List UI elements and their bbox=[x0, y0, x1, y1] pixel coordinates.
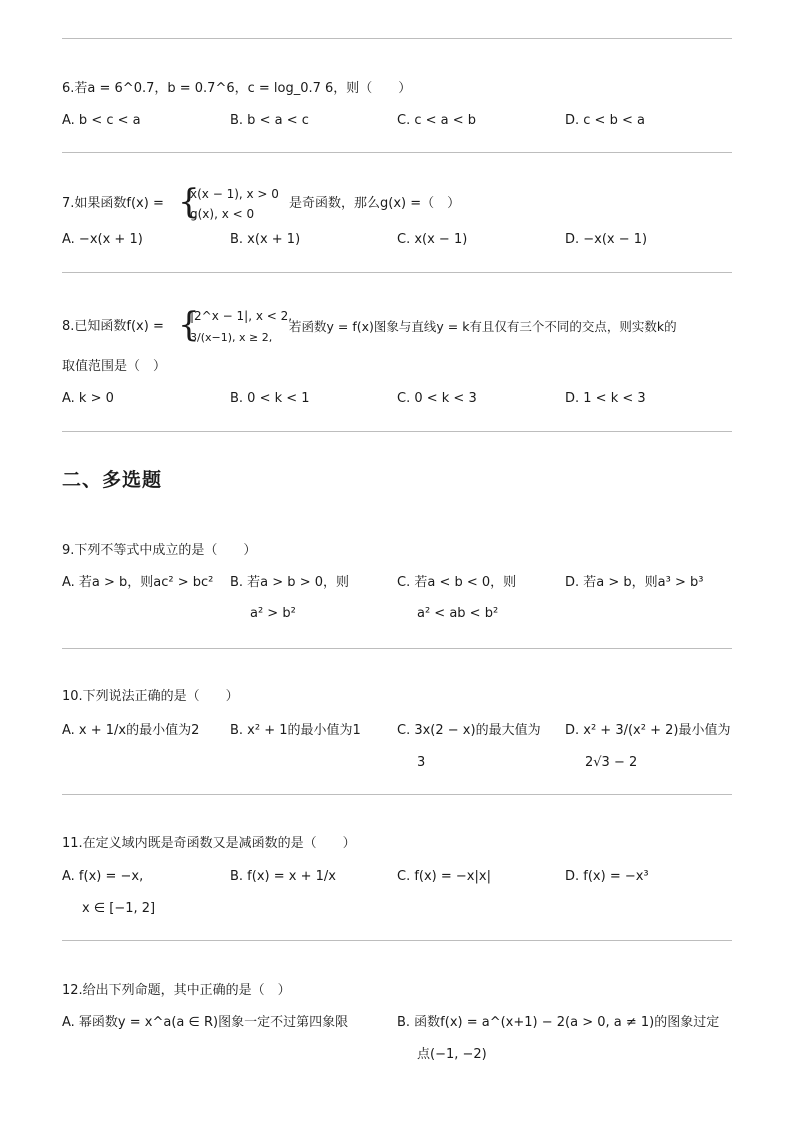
q10-option-c: C. 3x(2 − x)的最大值为 bbox=[397, 723, 541, 738]
q8-stem-suffix: 若函数y = f(x)图象与直线y = k有且仅有三个不同的交点，则实数k的 bbox=[289, 319, 677, 334]
q11-option-d: D. f(x) = −x³ bbox=[565, 869, 649, 884]
question-6-stem: 6.若a = 6^0.7，b = 0.7^6，c = log_0.7 6，则（ ） bbox=[62, 81, 412, 96]
q9-option-c-line2: a² < ab < b² bbox=[417, 606, 499, 621]
divider bbox=[62, 940, 732, 941]
q7-option-a: A. −x(x + 1) bbox=[62, 232, 143, 247]
q8-piece-2: 3/(x−1), x ≥ 2, bbox=[190, 331, 273, 344]
q7-option-b: B. x(x + 1) bbox=[230, 232, 301, 247]
q12-option-b: B. 函数f(x) = a^(x+1) − 2(a > 0, a ≠ 1)的图象过定 bbox=[397, 1015, 720, 1030]
piecewise-brace: { bbox=[178, 305, 200, 345]
q7-piece-2: g(x), x < 0 bbox=[190, 207, 255, 221]
q12-option-b-line2: 点(−1, −2) bbox=[417, 1047, 487, 1062]
q8-option-d: D. 1 < k < 3 bbox=[565, 391, 646, 406]
piecewise-brace: { bbox=[178, 182, 200, 222]
q7-stem-suffix: 是奇函数，那么g(x) =（ ） bbox=[289, 196, 461, 211]
q6-option-d: D. c < b < a bbox=[565, 113, 645, 128]
q8-option-b: B. 0 < k < 1 bbox=[230, 391, 310, 406]
q9-option-b: B. 若a > b > 0，则 bbox=[230, 575, 349, 590]
q7-option-c: C. x(x − 1) bbox=[397, 232, 468, 247]
q10-option-a: A. x + 1/x的最小值为2 bbox=[62, 723, 200, 738]
q11-option-a: A. f(x) = −x, bbox=[62, 869, 144, 884]
divider bbox=[62, 152, 732, 153]
q8-option-a: A. k > 0 bbox=[62, 391, 114, 406]
q6-option-a: A. b < c < a bbox=[62, 113, 141, 128]
q6-option-c: C. c < a < b bbox=[397, 113, 477, 128]
q10-option-d-line2: 2√3 − 2 bbox=[585, 755, 638, 770]
q9-option-b-line2: a² > b² bbox=[250, 606, 296, 621]
q9-option-c: C. 若a < b < 0，则 bbox=[397, 575, 517, 590]
q10-option-c-line2: 3 bbox=[417, 755, 426, 770]
q9-option-a: A. 若a > b，则ac² > bc² bbox=[62, 575, 214, 590]
q7-piece-1: x(x − 1), x > 0 bbox=[190, 187, 279, 201]
q8-stem-line2: 取值范围是（ ） bbox=[62, 359, 167, 374]
divider bbox=[62, 272, 732, 273]
q11-option-c: C. f(x) = −x|x| bbox=[397, 869, 491, 884]
question-12-stem: 12.给出下列命题，其中正确的是（ ） bbox=[62, 983, 291, 998]
divider bbox=[62, 648, 732, 649]
q7-option-d: D. −x(x − 1) bbox=[565, 232, 648, 247]
divider bbox=[62, 38, 732, 39]
q8-option-c: C. 0 < k < 3 bbox=[397, 391, 477, 406]
question-7-stem bbox=[62, 195, 164, 213]
divider bbox=[62, 431, 732, 432]
divider bbox=[62, 794, 732, 795]
question-10-stem: 10.下列说法正确的是（ ） bbox=[62, 689, 239, 704]
q6-option-b: B. b < a < c bbox=[230, 113, 309, 128]
q10-option-d: D. x² + 3/(x² + 2)最小值为 bbox=[565, 723, 731, 738]
q12-option-a: A. 幂函数y = x^a(a ∈ R)图象一定不过第四象限 bbox=[62, 1015, 349, 1030]
question-9-stem: 9.下列不等式中成立的是（ ） bbox=[62, 543, 257, 558]
q11-option-a-line2: x ∈ [−1, 2] bbox=[82, 901, 156, 916]
q9-option-d: D. 若a > b，则a³ > b³ bbox=[565, 575, 704, 590]
question-8-stem bbox=[62, 318, 164, 336]
q11-option-b: B. f(x) = x + 1/x bbox=[230, 869, 336, 884]
q10-option-b: B. x² + 1的最小值为1 bbox=[230, 723, 361, 738]
q8-stem-prefix: 8.已知函数f(x) = bbox=[62, 319, 164, 334]
question-11-stem: 11.在定义域内既是奇函数又是减函数的是（ ） bbox=[62, 836, 356, 851]
q8-piece-1: |2^x − 1|, x < 2, bbox=[190, 309, 293, 323]
section-title: 二、多选题 bbox=[62, 469, 163, 491]
q7-stem-prefix: 7.如果函数f(x) = bbox=[62, 196, 164, 211]
